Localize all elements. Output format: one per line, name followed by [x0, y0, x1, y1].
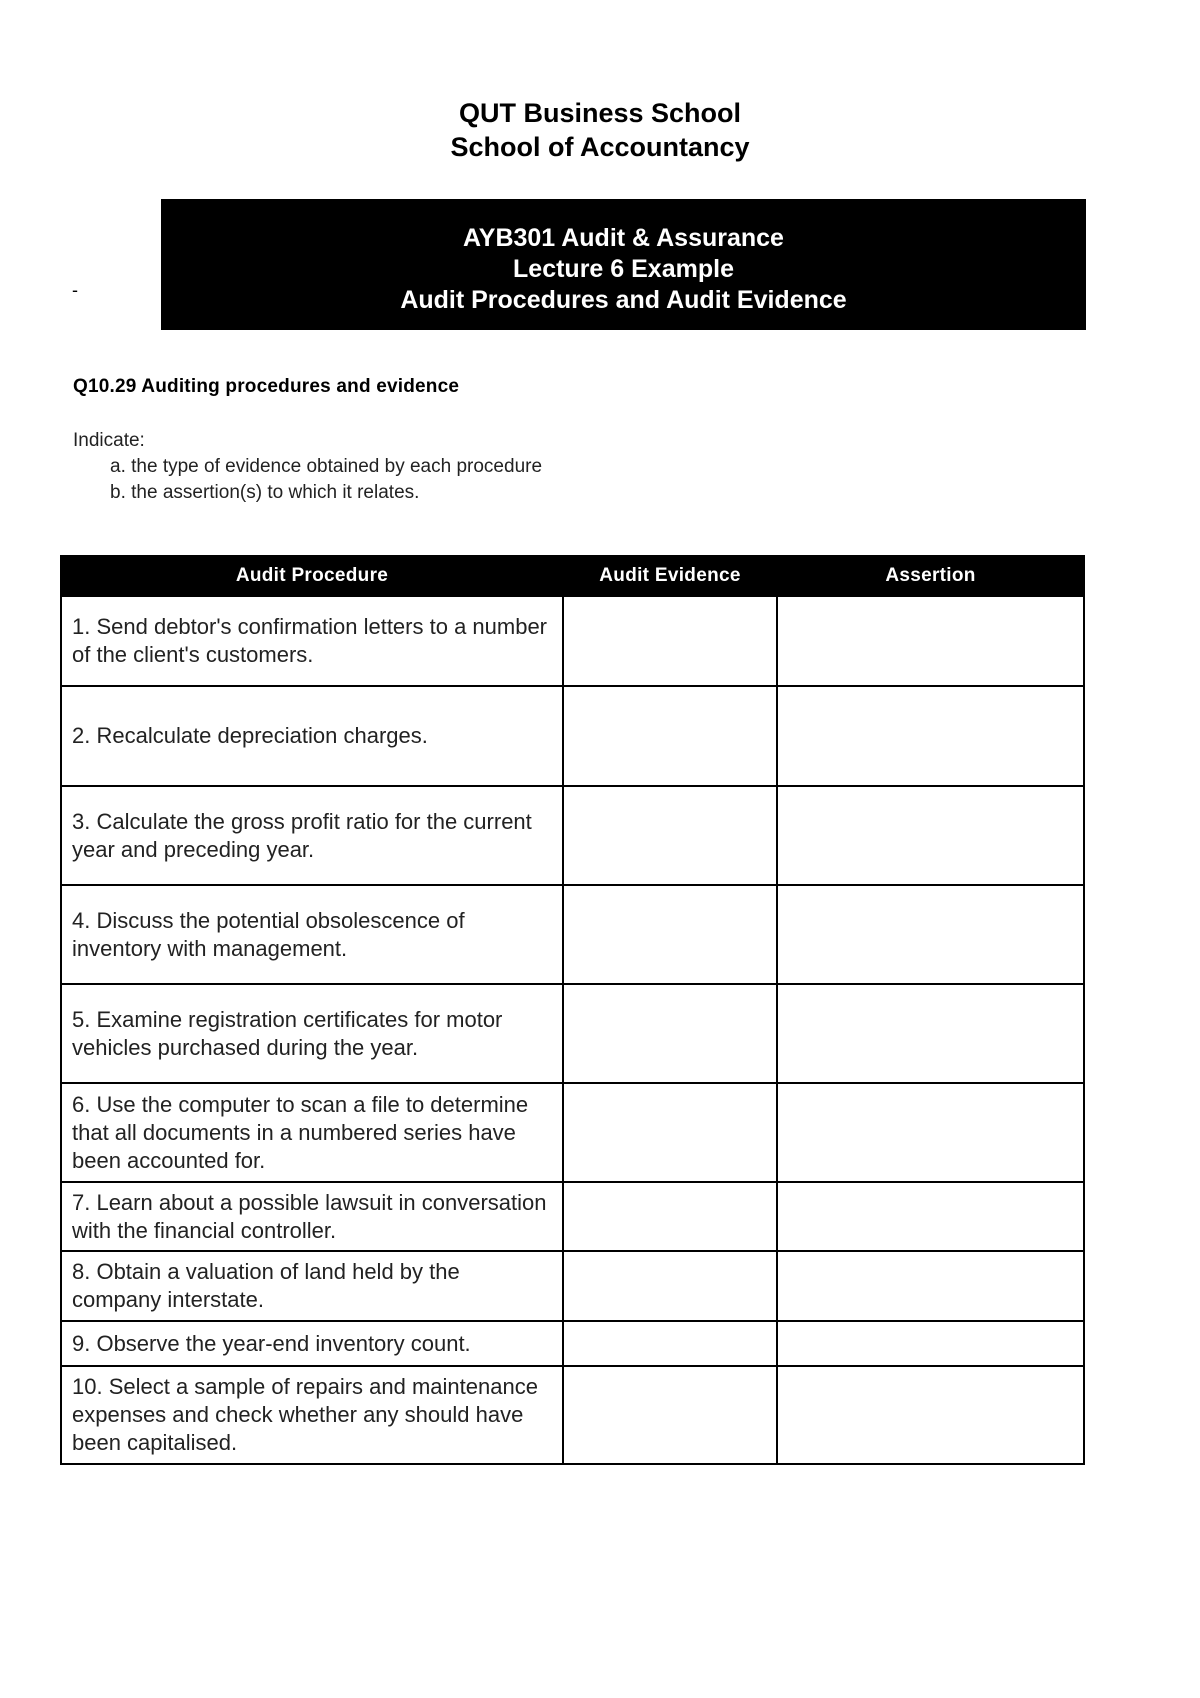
procedure-cell: 9. Observe the year-end inventory count. [61, 1321, 563, 1366]
header-audit-procedure: Audit Procedure [61, 556, 563, 596]
title-banner [161, 199, 1086, 330]
department-name: School of Accountancy [450, 132, 750, 162]
topic-title: Audit Procedures and Audit Evidence [400, 286, 847, 314]
evidence-cell[interactable] [563, 984, 777, 1083]
procedure-cell: 7. Learn about a possible lawsuit in conversation with the financial controller. [61, 1182, 563, 1251]
evidence-cell[interactable] [563, 885, 777, 984]
evidence-cell[interactable] [563, 1366, 777, 1464]
school-name: QUT Business School [458, 98, 742, 128]
instruction-item: a. the type of evidence obtained by each procedure [110, 456, 543, 477]
lecture-title: Lecture 6 Example [513, 255, 734, 283]
unit-title: AYB301 Audit & Assurance [463, 224, 784, 252]
evidence-cell[interactable] [563, 1321, 777, 1366]
procedure-cell: 6. Use the computer to scan a file to determine that all documents in a numbered series have been accounted for. [61, 1083, 563, 1182]
assertion-cell[interactable] [777, 984, 1084, 1083]
margin-dash: - [72, 280, 78, 300]
document-header [0, 96, 1200, 164]
assertion-cell[interactable] [777, 1321, 1084, 1366]
table-row [61, 885, 1084, 984]
assertion-cell[interactable] [777, 1366, 1084, 1464]
procedures-table [60, 555, 1085, 1465]
table-row [61, 1321, 1084, 1366]
question-title: Q10.29 Auditing procedures and evidence [73, 376, 460, 397]
table-row [61, 686, 1084, 786]
assertion-cell[interactable] [777, 885, 1084, 984]
assertion-cell[interactable] [777, 1251, 1084, 1321]
evidence-cell[interactable] [563, 596, 777, 686]
evidence-cell[interactable] [563, 1182, 777, 1251]
procedure-cell: 2. Recalculate depreciation charges. [61, 686, 563, 786]
instructions-intro: Indicate: [73, 430, 145, 451]
assertion-cell[interactable] [777, 1182, 1084, 1251]
evidence-cell[interactable] [563, 1083, 777, 1182]
assertion-cell[interactable] [777, 686, 1084, 786]
assertion-cell[interactable] [777, 786, 1084, 885]
evidence-cell[interactable] [563, 786, 777, 885]
procedure-cell: 3. Calculate the gross profit ratio for the current year and preceding year. [61, 786, 563, 885]
table-row [61, 596, 1084, 686]
table-row [61, 1251, 1084, 1321]
header-assertion: Assertion [777, 556, 1084, 596]
procedure-cell: 10. Select a sample of repairs and maintenance expenses and check whether any should have been capitalised. [61, 1366, 563, 1464]
table-row [61, 1182, 1084, 1251]
procedure-cell: 8. Obtain a valuation of land held by the company interstate. [61, 1251, 563, 1321]
instruction-item: b. the assertion(s) to which it relates. [110, 482, 420, 503]
table-row [61, 1083, 1084, 1182]
procedure-cell: 5. Examine registration certificates for motor vehicles purchased during the year. [61, 984, 563, 1083]
header-audit-evidence: Audit Evidence [563, 556, 777, 596]
table-row [61, 984, 1084, 1083]
evidence-cell[interactable] [563, 686, 777, 786]
table-header-row [61, 556, 1084, 596]
procedure-cell: 1. Send debtor's confirmation letters to a number of the client's customers. [61, 596, 563, 686]
evidence-cell[interactable] [563, 1251, 777, 1321]
assertion-cell[interactable] [777, 1083, 1084, 1182]
table-row [61, 786, 1084, 885]
assertion-cell[interactable] [777, 596, 1084, 686]
table-row [61, 1366, 1084, 1464]
procedure-cell: 4. Discuss the potential obsolescence of inventory with management. [61, 885, 563, 984]
instructions [73, 428, 542, 506]
